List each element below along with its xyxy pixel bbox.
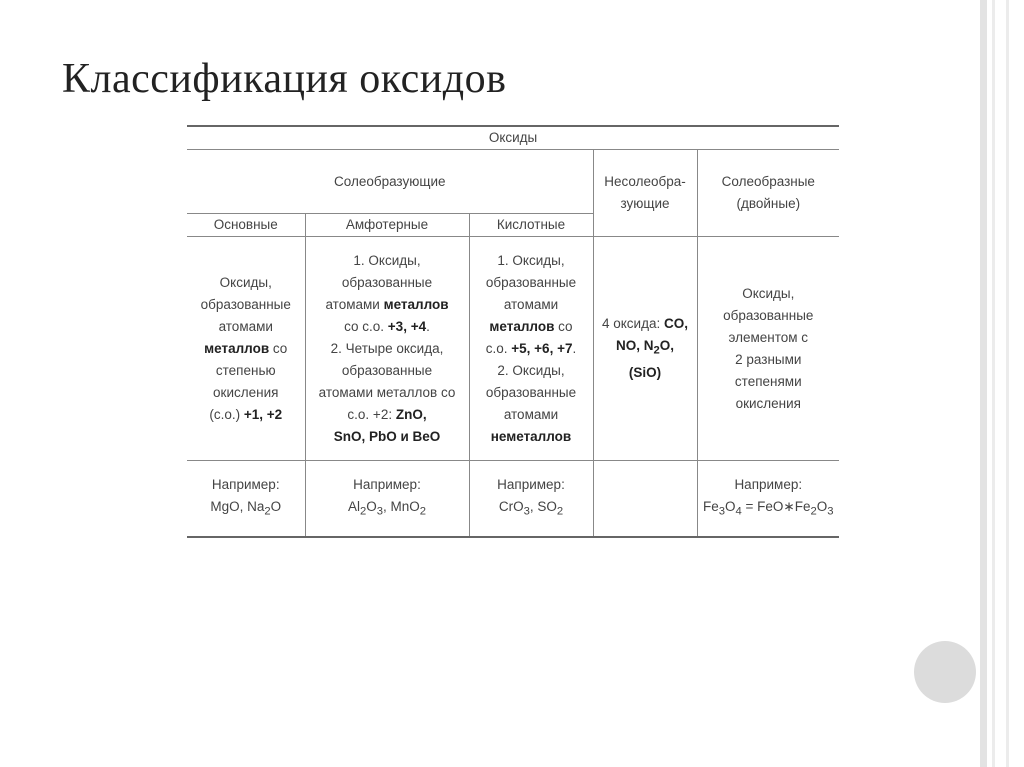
header-basic: Основные	[187, 214, 305, 237]
decorative-stripe	[1006, 0, 1009, 767]
saltlike-example: Например: $Fe_3O_4$ = $FeO∗Fe_2O_3$	[697, 461, 839, 537]
slide-title: Классификация оксидов	[62, 56, 507, 102]
non-salt-forming-description: 4 оксида: CO, NO, $N_2O$, (SiO)	[593, 237, 697, 461]
amphoteric-example: Например: $Al_2O_3$, MnO$_2$	[305, 461, 469, 537]
acidic-example: Например: CrO$_3$, $SO_2$	[469, 461, 593, 537]
oxides-classification-table	[187, 125, 839, 538]
header-amphoteric: Амфотерные	[305, 214, 469, 237]
header-salt-forming: Солеобразующие	[187, 150, 593, 214]
header-saltlike: Солеобразные (двойные)	[697, 150, 839, 237]
non-salt-forming-example	[593, 461, 697, 537]
saltlike-description: Оксиды, образованные элементом с 2 разными степенями окисления	[697, 237, 839, 461]
amphoteric-description: 1. Оксиды, образованные атомами металлов со с.о. +3, +4. 2. Четыре оксида, образованные атомами металлов со с.о. +2: ZnO, SnO, PbO и BeO	[305, 237, 469, 461]
acidic-description: 1. Оксиды, образованные атомами металлов со с.о. +5, +6, +7. 2. Оксиды, образованные атомами неметаллов	[469, 237, 593, 461]
basic-description: Оксиды, образованные атомами металлов со степенью окисления (с.о.) +1, +2	[187, 237, 305, 461]
header-oxides: Оксиды	[187, 126, 839, 150]
header-non-salt-forming: Несолеобра- зующие	[593, 150, 697, 237]
decorative-circle	[914, 641, 976, 703]
basic-example: Например: MgO, $Na_2O$	[187, 461, 305, 537]
header-acidic: Кислотные	[469, 214, 593, 237]
decorative-stripe	[980, 0, 987, 767]
decorative-stripe	[992, 0, 995, 767]
